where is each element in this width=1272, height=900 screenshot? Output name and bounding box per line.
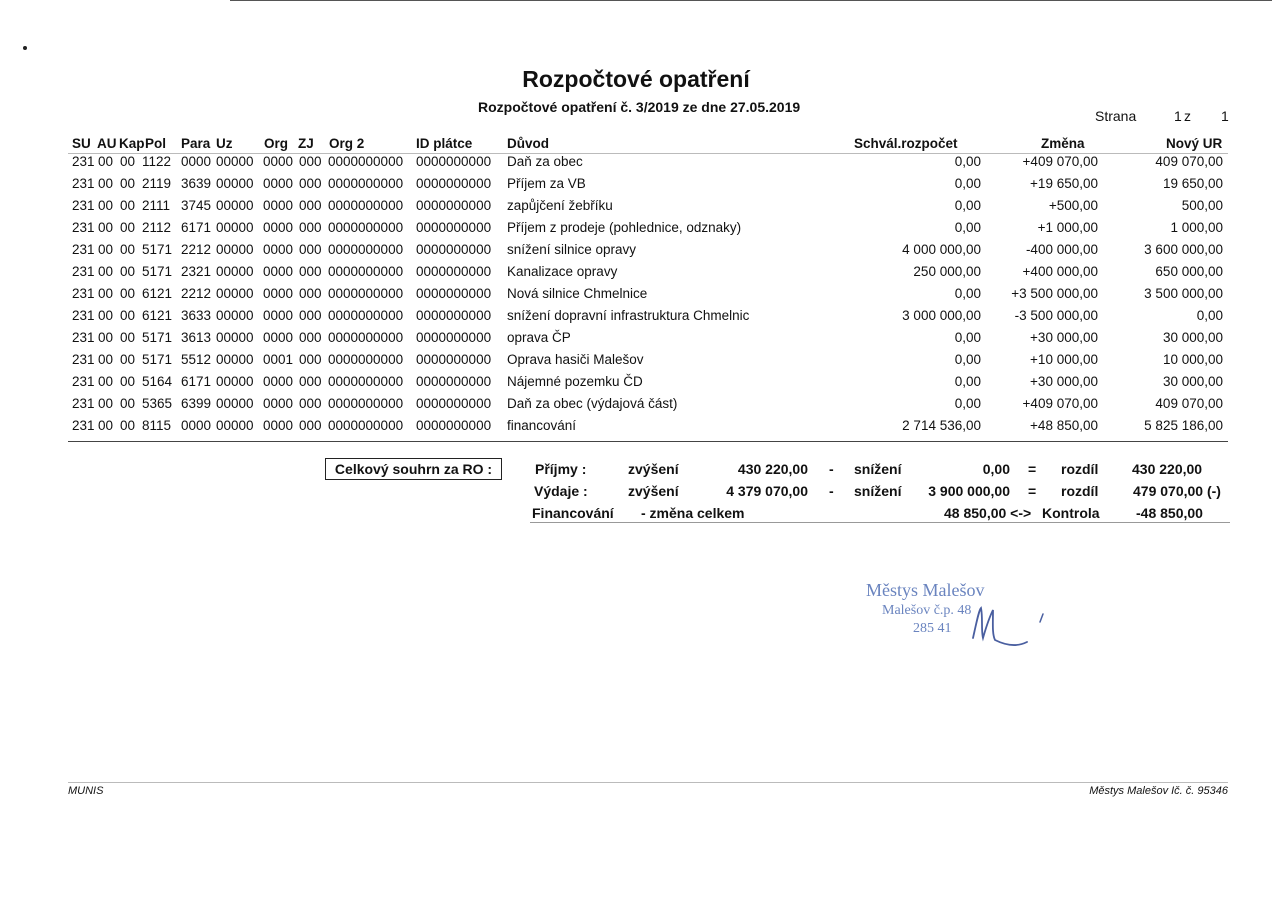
stamp-line-3: 285 41 [913,621,952,636]
col-zj: ZJ [298,136,314,151]
cell-zj: 000 [299,220,322,235]
cell-pol: 5365 [142,396,173,411]
cell-novy: 409 070,00 [1155,154,1223,169]
cell-kap: 00 [120,154,136,169]
vydaje-snizeni: 3 900 000,00 [928,483,1010,499]
page-title: Rozpočtové opatření [522,66,750,92]
cell-zj: 000 [299,396,322,411]
cell-au: 00 [98,198,114,213]
cell-schval: 3 000 000,00 [902,308,981,323]
table-row [0,198,1272,220]
cell-zmena: +1 000,00 [1037,220,1098,235]
cell-novy: 3 600 000,00 [1144,242,1223,257]
cell-uz: 00000 [216,198,254,213]
cell-kap: 00 [120,374,136,389]
cell-id: 0000000000 [416,176,492,191]
col-id: ID plátce [416,136,473,151]
cell-zj: 000 [299,264,322,279]
cell-au: 00 [98,154,114,169]
footer-line [68,782,1228,783]
col-duvod: Důvod [507,136,549,151]
cell-novy: 30 000,00 [1162,374,1223,389]
cell-duvod: financování [507,418,577,433]
cell-zj: 000 [299,330,322,345]
cell-au: 00 [98,396,114,411]
cell-pol: 5171 [142,352,173,367]
top-border-line [230,0,1272,1]
prijmy-zvyseni-label: zvýšení [628,461,679,477]
summary-box: Celkový souhrn za RO : [325,458,502,480]
cell-para: 3745 [181,198,212,213]
cell-duvod: snížení dopravní infrastruktura Chmelnic [507,308,750,323]
cell-zmena: +400 000,00 [1022,264,1098,279]
cell-zmena: +30 000,00 [1030,374,1098,389]
cell-uz: 00000 [216,308,254,323]
cell-pol: 5164 [142,374,173,389]
cell-schval: 0,00 [954,286,981,301]
cell-org2: 0000000000 [328,308,404,323]
cell-duvod: Nová silnice Chmelnice [507,286,648,301]
cell-id: 0000000000 [416,264,492,279]
cell-duvod: snížení silnice opravy [507,242,637,257]
cell-au: 00 [98,374,114,389]
cell-novy: 3 500 000,00 [1144,286,1223,301]
cell-zj: 000 [299,308,322,323]
cell-duvod: Nájemné pozemku ČD [507,374,643,389]
table-row [0,374,1272,396]
cell-su: 231 [72,220,95,235]
cell-pol: 5171 [142,330,173,345]
cell-org: 0000 [263,308,294,323]
table-row [0,352,1272,374]
vydaje-zvyseni: 4 379 070,00 [726,483,808,499]
table-row [0,220,1272,242]
cell-org: 0000 [263,242,294,257]
cell-novy: 10 000,00 [1162,352,1223,367]
cell-kap: 00 [120,352,136,367]
prijmy-dash: - [829,461,834,477]
cell-novy: 5 825 186,00 [1144,418,1223,433]
cell-uz: 00000 [216,330,254,345]
kontrola-value: -48 850,00 [1136,505,1203,521]
prijmy-eq: = [1028,461,1037,477]
cell-schval: 0,00 [954,220,981,235]
cell-zmena: +30 000,00 [1030,330,1098,345]
cell-uz: 00000 [216,418,254,433]
cell-novy: 500,00 [1181,198,1223,213]
cell-schval: 0,00 [954,396,981,411]
cell-uz: 00000 [216,154,254,169]
cell-novy: 409 070,00 [1155,396,1223,411]
cell-su: 231 [72,308,95,323]
cell-novy: 30 000,00 [1162,330,1223,345]
cell-id: 0000000000 [416,396,492,411]
cell-para: 0000 [181,154,212,169]
prijmy-zvyseni: 430 220,00 [737,461,808,477]
cell-kap: 00 [120,198,136,213]
cell-au: 00 [98,308,114,323]
cell-zj: 000 [299,418,322,433]
cell-au: 00 [98,264,114,279]
cell-kap: 00 [120,330,136,345]
cell-novy: 1 000,00 [1170,220,1223,235]
cell-pol: 6121 [142,286,173,301]
vydaje-label: Výdaje : [534,483,588,499]
cell-org: 0000 [263,220,294,235]
cell-zmena: +10 000,00 [1030,352,1098,367]
financovani-label: Financování [532,505,614,521]
cell-kap: 00 [120,418,136,433]
table-row [0,286,1272,308]
table-row [0,396,1272,418]
col-org: Org [264,136,289,151]
cell-schval: 2 714 536,00 [902,418,981,433]
vydaje-rozdil-label: rozdíl [1061,483,1099,499]
cell-para: 0000 [181,418,212,433]
cell-su: 231 [72,286,95,301]
cell-zj: 000 [299,352,322,367]
cell-uz: 00000 [216,264,254,279]
cell-zj: 000 [299,374,322,389]
cell-pol: 2112 [142,220,172,235]
cell-uz: 00000 [216,396,254,411]
page-label: Strana [1095,108,1137,124]
cell-su: 231 [72,154,95,169]
col-pol: Pol [145,136,167,151]
cell-pol: 8115 [142,418,172,433]
cell-pol: 2111 [142,198,171,213]
cell-kap: 00 [120,286,136,301]
cell-uz: 00000 [216,352,254,367]
cell-para: 2212 [181,242,212,257]
table-row [0,330,1272,352]
cell-zmena: +3 500 000,00 [1011,286,1098,301]
cell-org2: 0000000000 [328,286,404,301]
cell-kap: 00 [120,308,136,323]
cell-id: 0000000000 [416,220,492,235]
cell-uz: 00000 [216,374,254,389]
cell-zj: 000 [299,242,322,257]
summary-underline [530,522,1230,523]
cell-duvod: Daň za obec (výdajová část) [507,396,678,411]
cell-zmena: -400 000,00 [1025,242,1098,257]
cell-kap: 00 [120,220,136,235]
table-bottom-line [68,441,1228,442]
col-uz: Uz [216,136,233,151]
cell-org2: 0000000000 [328,352,404,367]
footer-left: MUNIS [68,785,104,797]
page-current: 1 [1174,108,1182,124]
cell-zmena: +409 070,00 [1022,396,1098,411]
col-novy: Nový UR [1166,136,1223,151]
cell-au: 00 [98,330,114,345]
table-row [0,154,1272,176]
cell-duvod: oprava ČP [507,330,571,345]
cell-schval: 4 000 000,00 [902,242,981,257]
cell-su: 231 [72,330,95,345]
cell-org2: 0000000000 [328,242,404,257]
cell-su: 231 [72,418,95,433]
cell-para: 2212 [181,286,212,301]
col-org2: Org 2 [329,136,365,151]
stamp-line-1: Městys Malešov [866,580,985,600]
cell-su: 231 [72,352,95,367]
vydaje-rozdil: 479 070,00 (-) [1133,483,1221,499]
stamp-line-2: Malešov č.p. 48 [882,603,972,618]
col-schval: Schvál.rozpočet [854,136,958,151]
cell-id: 0000000000 [416,154,492,169]
cell-duvod: Příjem za VB [507,176,586,191]
cell-para: 6171 [181,220,212,235]
cell-duvod: Příjem z prodeje (pohlednice, odznaky) [507,220,742,235]
cell-para: 2321 [181,264,212,279]
cell-id: 0000000000 [416,330,492,345]
cell-su: 231 [72,198,95,213]
vydaje-zvyseni-label: zvýšení [628,483,679,499]
cell-zmena: +409 070,00 [1022,154,1098,169]
cell-au: 00 [98,352,114,367]
cell-org: 0000 [263,264,294,279]
scan-dot [23,46,27,50]
cell-zmena: +19 650,00 [1030,176,1098,191]
financovani-zmena-label: - změna celkem [641,505,745,521]
cell-uz: 00000 [216,286,254,301]
table-row [0,418,1272,440]
col-para: Para [181,136,211,151]
cell-novy: 650 000,00 [1155,264,1223,279]
cell-su: 231 [72,242,95,257]
cell-zmena: +48 850,00 [1030,418,1098,433]
cell-org2: 0000000000 [328,220,404,235]
cell-zmena: -3 500 000,00 [1014,308,1098,323]
cell-schval: 0,00 [954,352,981,367]
prijmy-label: Příjmy : [535,461,587,477]
cell-id: 0000000000 [416,352,492,367]
cell-kap: 00 [120,242,136,257]
vydaje-eq: = [1028,483,1037,499]
cell-pol: 2119 [142,176,172,191]
cell-id: 0000000000 [416,374,492,389]
cell-schval: 0,00 [954,374,981,389]
cell-zj: 000 [299,286,322,301]
vydaje-snizeni-label: snížení [854,483,902,499]
cell-su: 231 [72,374,95,389]
cell-org2: 0000000000 [328,264,404,279]
cell-pol: 5171 [142,242,173,257]
cell-id: 0000000000 [416,198,492,213]
cell-duvod: Kanalizace opravy [507,264,618,279]
col-su: SU [72,136,91,151]
cell-au: 00 [98,176,114,191]
cell-org2: 0000000000 [328,418,404,433]
prijmy-rozdil: 430 220,00 [1132,461,1203,477]
cell-org: 0000 [263,154,294,169]
cell-org2: 0000000000 [328,330,404,345]
prijmy-rozdil-label: rozdíl [1061,461,1099,477]
cell-uz: 00000 [216,176,254,191]
cell-org2: 0000000000 [328,396,404,411]
prijmy-snizeni: 0,00 [982,461,1010,477]
cell-org2: 0000000000 [328,176,404,191]
cell-su: 231 [72,176,95,191]
table-row [0,264,1272,286]
cell-uz: 00000 [216,242,254,257]
cell-kap: 00 [120,396,136,411]
table-row [0,308,1272,330]
cell-su: 231 [72,264,95,279]
cell-uz: 00000 [216,220,254,235]
signature [965,600,1055,655]
cell-org: 0000 [263,418,294,433]
cell-au: 00 [98,286,114,301]
cell-duvod: Oprava hasiči Malešov [507,352,644,367]
vydaje-dash: - [829,483,834,499]
cell-id: 0000000000 [416,418,492,433]
financovani-value: 48 850,00 <-> [944,505,1032,521]
cell-novy: 19 650,00 [1162,176,1223,191]
cell-para: 3613 [181,330,212,345]
cell-au: 00 [98,242,114,257]
cell-su: 231 [72,396,95,411]
cell-zj: 000 [299,154,322,169]
cell-zj: 000 [299,176,322,191]
cell-novy: 0,00 [1196,308,1223,323]
cell-id: 0000000000 [416,286,492,301]
page-total: 1 [1221,108,1229,124]
cell-para: 5512 [181,352,212,367]
document-subtitle: Rozpočtové opatření č. 3/2019 ze dne 27.05.2019 [478,99,801,115]
cell-para: 6399 [181,396,212,411]
cell-pol: 1122 [142,154,172,169]
cell-pol: 5171 [142,264,173,279]
page-of: z [1184,108,1191,124]
col-au: AU [97,136,117,151]
table-row [0,176,1272,198]
kontrola-label: Kontrola [1042,505,1100,521]
cell-org: 0000 [263,330,294,345]
cell-org2: 0000000000 [328,374,404,389]
col-kap: Kap [119,136,145,151]
cell-zmena: +500,00 [1048,198,1098,213]
footer-right: Městys Malešov Ič. č. 95346 [1089,785,1228,797]
cell-au: 00 [98,418,114,433]
cell-para: 3639 [181,176,212,191]
cell-schval: 0,00 [954,198,981,213]
prijmy-snizeni-label: snížení [854,461,902,477]
cell-kap: 00 [120,264,136,279]
cell-id: 0000000000 [416,242,492,257]
cell-org2: 0000000000 [328,198,404,213]
cell-schval: 250 000,00 [913,264,981,279]
cell-org: 0001 [263,352,294,367]
cell-au: 00 [98,220,114,235]
cell-org: 0000 [263,198,294,213]
cell-schval: 0,00 [954,176,981,191]
cell-kap: 00 [120,176,136,191]
cell-zj: 000 [299,198,322,213]
cell-id: 0000000000 [416,308,492,323]
cell-para: 6171 [181,374,212,389]
cell-org: 0000 [263,176,294,191]
cell-pol: 6121 [142,308,173,323]
cell-org: 0000 [263,286,294,301]
cell-para: 3633 [181,308,212,323]
col-zmena: Změna [1041,136,1085,151]
cell-duvod: Daň za obec [507,154,583,169]
cell-schval: 0,00 [954,330,981,345]
cell-org2: 0000000000 [328,154,404,169]
cell-duvod: zapůjčení žebříku [507,198,613,213]
cell-org: 0000 [263,374,294,389]
cell-schval: 0,00 [954,154,981,169]
cell-org: 0000 [263,396,294,411]
table-row [0,242,1272,264]
